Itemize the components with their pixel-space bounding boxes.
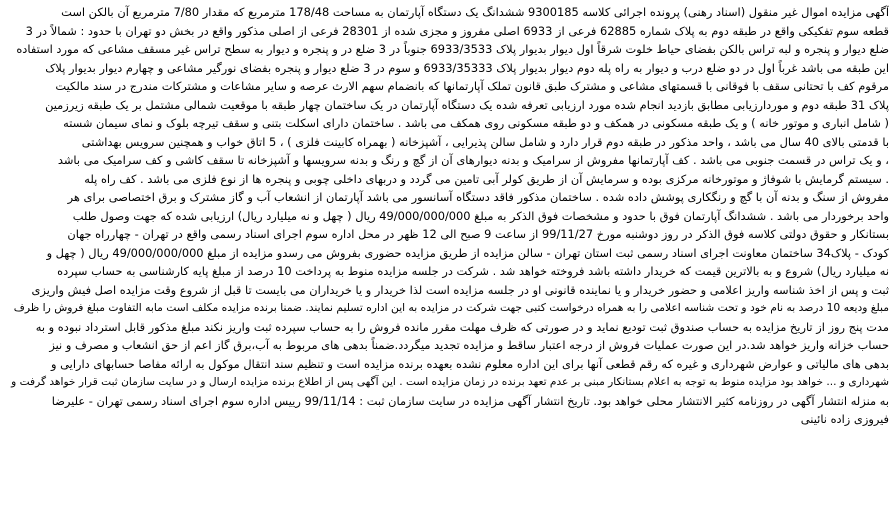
notice-line: حساب خزانه واریز خواهد شد.در این صورت عملیات فروش از درجه اعتبار ساقط و مزایده تجدید میگردد.ضمناً بدهی های مربوط به آب،برق گاز اعم از حق انشعاب و مصرف و نیز: [49, 338, 889, 352]
notice-line: مفروش از سنگ و بدنه آن با گچ و رنگکاری پوشش داده شده . ساختمان مذکور فاقد دستگاه آسانسور می باشد آپارتمان از انشعاب آب و گاز مشترک و برق اختصاصی برای هر: [67, 190, 889, 204]
notice-line: ( شامل انباری و موتور خانه ) و یک طبقه مسکونی در همکف و دو طبقه مسکونی روی همکف می باشد . ساختمان دارای اسکلت بتنی و سقف تیرچه بلوک و نمای سیمان شسته: [63, 116, 889, 130]
notice-line: پلاک 31 طبقه دوم و موردارزیابی مطابق بازدید انجام شده مورد ارزیابی تعرفه شده یک دستگاه آپارتمان در یک ساختمان چهار طبقه با موقعیت شمالی مشتمل بر یک طبقه زیرزمین: [45, 97, 889, 112]
notice-line: نه میلیارد ریال) شروع و به بالاترین قیمت که خریدار داشته باشد فروخته خواهد شد . شرکت در جلسه مزایده منوط به پرداخت 10 درصد از مبلغ پایه کارشناسی به حساب سپرده: [57, 264, 889, 278]
notice-line: ضلع دیوار و پنجره و لبه تراس بالکن بفضای حیاط خلوت شرقاً اول دیوار بدیوار پلاک 6933/3533 جنوباً در 3 ضلع در و پنجره و دیوار به سطح تراس غیر مسقف مشاعی که مورد استفاده: [16, 42, 889, 56]
notice-line: شهرداری و ... خواهد بود مزایده منوط به توجه به اعلام بستانکار مبنی بر عدم تعهد برنده در زمان مزایده است . این آگهی پس از اطلاع برنده مزایده ارسال و در سایت سازمان ثبت قرار خواهد گرفت و: [11, 376, 889, 388]
notice-line: آگهی مزایده اموال غیر منقول (اسناد رهنی) پرونده اجرائی کلاسه 9300185 ششدانگ یک دستگاه آپارتمان به مساحت 178/48 مترمربع که مقدار 7/80 مترمربع آن بالکن است: [61, 5, 889, 19]
notice-line: مبلغ ودیعه 10 درصد به نام خود و تحت شناسه اعلامی را به همراه درخواست کتبی جهت شرکت در مزایده به این اداره تسلیم نمایند. ضمنا برنده مزایده مکلف است مابه التفاوت مبلغ فروش را ظرف: [13, 301, 889, 314]
notice-line: به منزله انتشار آگهی در روزنامه کثیر الانتشار محلی خواهد بود. تاریخ انتشار آگهی مزایده در سایت سازمان ثبت : 99/11/14 رییس اداره سوم اجرای اسناد رسمی تهران - علیرضا: [51, 393, 889, 408]
notice-line: ، و یک تراس در قسمت جنوبی می باشد . کف آپارتمانها مفروش از سرامیک و بدنه دیوارهای آن از گچ و رنگ و بدنه سرویسها و آشپزخانه تا سقف کاشی و کف سرامیک می باشد: [57, 153, 889, 167]
notice-line: بدهی های مالیاتی و عوارض شهرداری و غیره که رقم قطعی آنها برای این اداره معلوم نشده بعهده برنده مزایده است و تنظیم سند انتقال موکول به ارائه مفاصا حسابهای دارایی و: [51, 356, 889, 371]
notice-line: مدت پنج روز از تاریخ مزایده به حساب صندوق ثبت تودیع نماید و در صورتی که ظرف مهلت مقرر مانده فروش را به حساب سپرده ثبت واریز نکند مبلغ مذکور قابل استرداد نبوده و به: [35, 319, 889, 334]
notice-line: با قدمتی بالای 40 سال می باشد ، واحد مذکور در طبقه دوم قرار دارد و شامل سالن پذیرایی ، آشپزخانه ( بهمراه کابینت فلزی ) ، 5 اتاق خواب و همچنین سرویس بهداشتی: [81, 134, 889, 149]
notice-line: مرقوم کف با تحتانی سقف با فوقانی با قسمتهای مشاعی و مشترک طبق قانون تملک آپارتمانها که بانضمام سهم الارث عرصه و سایر مشاعات و مشترکات مندرج در سند مالکیت: [55, 79, 889, 93]
notice-line: واحد برخوردار می باشد . ششدانگ آپارتمان فوق با حدود و مشخصات فوق الذکر به مبلغ 49/000/000/000 ریال ( چهل و نه میلیارد ریال) ارزیابی شده که جهت وصول طلب: [72, 208, 889, 223]
notice-line: فیروزی زاده نائینی: [800, 412, 889, 426]
auction-notice-text: [6, 3, 889, 429]
notice-line: بستانکار و حقوق دولتی کلاسه فوق الذکر در روز دوشنبه مورخ 99/11/27 از ساعت 9 صبح الی 12 ظهر در محل اداره سوم اجرای اسناد رسمی واقع در تهران - چهارراه جهان: [67, 227, 889, 241]
notice-line: قطعه سوم تفکیکی واقع در طبقه دوم به پلاک شماره 62885 فرعی از 6933 اصلی مفروز و مجزی شده از 28301 فرعی از اصلی مذکور واقع در بخش دو تهران با حدود : شمالاً در 3: [25, 23, 889, 38]
notice-line: ثبت و پس از اخذ شناسه واریز اعلامی و حضور خریدار و یا نماینده قانونی او در جلسه مزایده است لذا خریدار و یا خریداران می بایست تا قبل از شروع وقت مزایده اصل فیش واریزی: [31, 282, 889, 297]
notice-line: کودک - پلاک34 ساختمان معاونت اجرای اسناد رسمی ثبت استان تهران - سالن مزایده از طریق مزایده حضوری بفروش می رسدو مزایده از مبلغ 49/000/000/000 ریال ( چهل و: [46, 245, 889, 260]
notice-line: این طبقه می باشد غرباً اول در دو ضلع درب و دیوار به راه پله دوم دیوار بدیوار پلاک 6933/35333 و سوم در 3 ضلع دیوار و پنجره بفضای نورگیر مشاعی و چهارم دیوار بدیوار پلاک: [45, 60, 889, 75]
notice-line: . سیستم گرمایش با شوفاژ و موتورخانه مرکزی بوده و سرمایش آن از طریق کولر آبی تامین می گردد و دربهای داخلی چوبی و پنجره ها از نوع فلزی می باشد . کف راه پله: [84, 171, 889, 186]
